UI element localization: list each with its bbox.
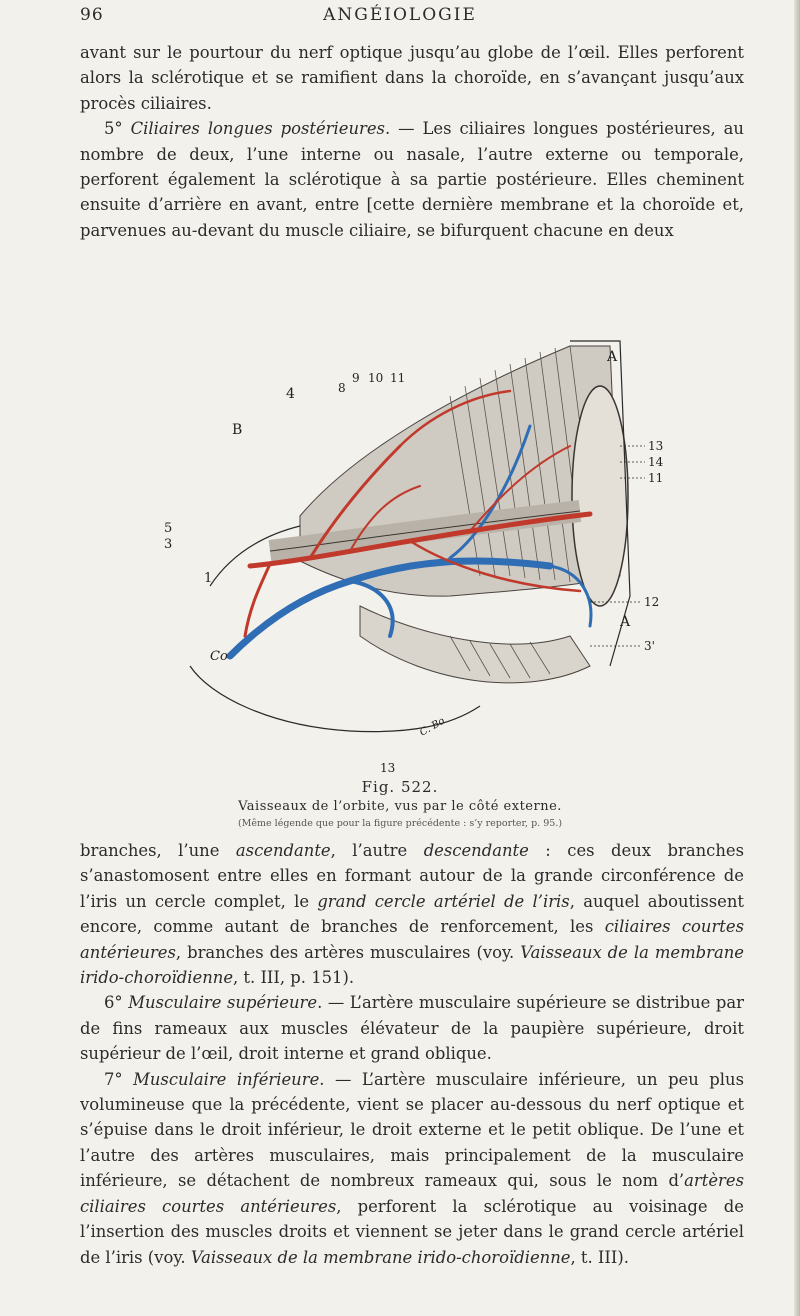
label-co: Co xyxy=(210,649,228,664)
text-run: branches, l’une xyxy=(80,841,236,860)
label-1: 1 xyxy=(204,571,213,586)
top-text-block xyxy=(80,40,744,243)
section-number: 7° xyxy=(104,1069,134,1089)
label-a-top: A xyxy=(607,349,618,365)
label-14: 14 xyxy=(648,455,664,469)
page-edge xyxy=(794,0,800,1316)
term-descendante: descendante xyxy=(423,841,529,860)
label-11-right: 11 xyxy=(648,471,664,485)
label-13-right: 13 xyxy=(648,439,664,453)
label-3-prime: 3' xyxy=(644,639,655,653)
figure-note: (Même légende que pour la figure précédente : s’y reporter, p. 95.) xyxy=(237,818,563,829)
orbit-vessels-figure xyxy=(150,336,670,775)
text-run: , branches des artères musculaires (voy. xyxy=(175,942,521,962)
section-term: Ciliaires longues postérieures xyxy=(130,119,385,139)
section-text: . — Les ciliaires longues postérieures, au nombre de deux, l’une interne ou nasale, l’autre externe ou temporale, perforent également la sclérotique à sa partie postérieure. Elles cheminent ensuite d’arrière en avant, entre [cette dernière membrane et la choroïde et, parvenues au-devant du muscle ciliaire, se bifurquent chacune en deux xyxy=(80,119,744,240)
text-run: : ces deux branches s’anastomosent entre elles en formant autour de la grande circonférence de l’iris un cercle complet, le xyxy=(80,841,744,911)
running-title: ANGÉIOLOGIE xyxy=(323,5,477,25)
label-11-top: 11 xyxy=(390,371,406,385)
label-9: 9 xyxy=(352,371,360,385)
figure-title: Vaisseaux de l’orbite, vus par le côté externe. xyxy=(238,799,562,814)
label-10: 10 xyxy=(368,371,384,385)
section-number: 6° xyxy=(104,993,129,1013)
paragraph-intro: avant sur le pourtour du nerf optique jusqu’au globe de l’œil. Elles perforent alors la sclérotique et se ramifient dans la choroïde, en s’avançant jusqu’aux procès ciliaires. xyxy=(80,43,744,113)
figure-number: Fig. 522. xyxy=(361,778,439,796)
term-vaisseaux-ref: Vaisseaux de la membrane irido-choroïdienne xyxy=(80,942,744,988)
text-run: , t. III, p. 151). xyxy=(233,968,355,988)
section-text: . — L’artère musculaire supérieure se distribue par de fins rameaux aux muscles élévateur de la paupière supérieure, droit supérieur de l’œil, droit interne et grand oblique. xyxy=(80,993,744,1064)
text-run: . — L’artère musculaire inférieure, un peu plus volumineuse que la précédente, vient se placer au-dessous du nerf optique et s’épuise dans le droit inférieur, le droit externe et le petit oblique. De l’une et l’autre des artères musculaires, mais principalement de la musculaire inférieure, se détachent de nombreux rameaux qui, sous le nom d’ xyxy=(80,1069,744,1191)
term-vaisseaux-ref: Vaisseaux de la membrane irido-choroïdienne xyxy=(190,1247,571,1267)
eyeball xyxy=(572,386,628,606)
bottom-text-block xyxy=(80,838,744,1270)
label-13-bottom: 13 xyxy=(380,761,396,775)
label-8: 8 xyxy=(338,381,346,395)
section-term: Musculaire inférieure xyxy=(133,1069,320,1089)
label-a-right: A xyxy=(620,614,631,630)
paragraph-ciliaires-longues xyxy=(80,116,744,243)
text-run: , perforent la sclérotique au voisinage de l’insertion des muscles droits et viennent se jeter dans le grand cercle artériel de l’iris (voy. xyxy=(80,1196,744,1267)
label-b: B xyxy=(232,422,243,438)
label-5: 5 xyxy=(164,521,173,536)
term-ciliaires-courtes: ciliaires courtes antérieures xyxy=(80,917,745,962)
text-run: , t. III). xyxy=(570,1247,629,1267)
label-cbo: C. Bo xyxy=(418,715,447,739)
text-run: , auquel aboutissent encore, comme autant de branches de renforcement, les xyxy=(80,891,744,937)
term-grand-cercle: grand cercle artériel de l’iris xyxy=(317,891,570,911)
term-arteres-ciliaires: artères ciliaires courtes antérieures xyxy=(80,1171,744,1216)
paragraph-branches xyxy=(80,838,744,990)
paragraph-musculaire-superieure xyxy=(80,990,744,1066)
label-3-left: 3 xyxy=(164,537,173,552)
label-4: 4 xyxy=(286,386,295,402)
text-run: , l’autre xyxy=(330,841,424,860)
term-ascendante: ascendante xyxy=(235,841,331,860)
section-number: 5° xyxy=(104,119,131,139)
paragraph-musculaire-inferieure xyxy=(80,1067,744,1270)
section-term: Musculaire supérieure xyxy=(128,993,318,1013)
page-number: 96 xyxy=(80,5,104,25)
label-12: 12 xyxy=(644,595,660,609)
